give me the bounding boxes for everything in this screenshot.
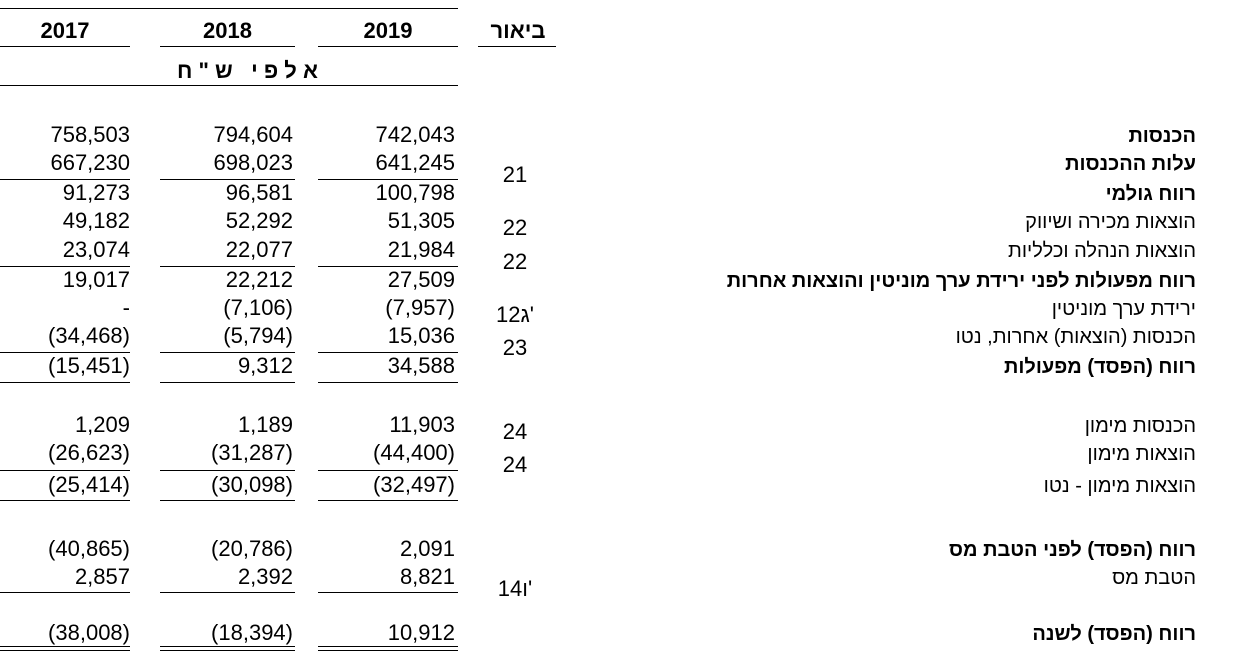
total-rule — [0, 382, 130, 383]
note-cell: 24 — [502, 419, 528, 444]
note-cell: 12ג' — [496, 302, 534, 327]
value-cell-2018: 698,023 — [213, 150, 293, 175]
value-cell-2019: (7,957) — [385, 295, 455, 320]
value-cell-2019: 34,588 — [387, 353, 455, 378]
year-header-2017: 2017 — [40, 18, 90, 43]
value-cell-2018: (18,394) — [211, 620, 293, 645]
row-label: רווח (הפסד) לפני הטבת מס — [949, 539, 1196, 561]
value-cell-2017: 49,182 — [62, 208, 130, 233]
value-cell-2018: 52,292 — [225, 208, 293, 233]
value-cell-2019: 15,036 — [387, 323, 455, 348]
value-cell-2018: 96,581 — [225, 180, 293, 205]
value-cell-2018: (30,098) — [211, 472, 293, 497]
value-cell-2019: 51,305 — [387, 208, 455, 233]
value-cell-2019: 21,984 — [387, 237, 455, 262]
subtotal-rule — [318, 266, 458, 267]
subtotal-rule — [318, 592, 458, 593]
value-cell-2019: 100,798 — [375, 180, 455, 205]
row-label: ירידת ערך מוניטין — [1051, 298, 1196, 320]
unit-label: א ל פ י ש " ח — [176, 58, 318, 83]
value-cell-2018: 794,604 — [213, 122, 293, 147]
year-header-2019: 2019 — [363, 18, 413, 43]
row-label: הכנסות מימון — [1084, 415, 1196, 437]
value-cell-2018: (7,106) — [223, 295, 293, 320]
double-rule-bottom — [0, 650, 130, 651]
double-rule-top — [0, 646, 130, 647]
subtotal-rule — [0, 179, 130, 180]
total-rule — [160, 382, 295, 383]
subtotal-rule — [160, 470, 295, 471]
value-cell-2019: 8,821 — [399, 564, 455, 589]
double-rule-top — [160, 646, 295, 647]
subtotal-rule — [160, 266, 295, 267]
value-cell-2017: 1,209 — [74, 412, 130, 437]
row-label: הוצאות מימון - נטו — [1043, 475, 1196, 497]
note-cell: 24 — [502, 452, 528, 477]
header-rule-2019 — [318, 46, 458, 47]
double-rule-bottom — [318, 650, 458, 651]
row-label: הכנסות (הוצאות) אחרות, נטו — [955, 326, 1196, 348]
value-cell-2017: 23,074 — [62, 237, 130, 262]
row-label: הוצאות מכירה ושיווק — [1025, 211, 1196, 233]
unit-rule — [0, 85, 458, 86]
value-cell-2018: 1,189 — [237, 412, 293, 437]
value-cell-2017: 19,017 — [62, 267, 130, 292]
value-cell-2019: (32,497) — [373, 472, 455, 497]
value-cell-2019: 11,903 — [389, 412, 455, 437]
double-rule-top — [318, 646, 458, 647]
row-label: רווח מפעולות לפני ירידת ערך מוניטין והוצאות אחרות — [726, 270, 1196, 292]
note-cell: 22 — [502, 249, 528, 274]
note-cell: 21 — [502, 162, 528, 187]
value-cell-2017: 2,857 — [74, 564, 130, 589]
value-cell-2019: 27,509 — [387, 267, 455, 292]
value-cell-2019: 10,912 — [387, 620, 455, 645]
row-label: הוצאות מימון — [1087, 443, 1196, 465]
note-cell: 14ו' — [497, 576, 533, 601]
value-cell-2017: 667,230 — [50, 150, 130, 175]
header-rule-2017 — [0, 46, 130, 47]
header-rule-note — [478, 46, 556, 47]
value-cell-2019: 742,043 — [375, 122, 455, 147]
value-cell-2018: (31,287) — [211, 440, 293, 465]
subtotal-rule — [318, 470, 458, 471]
value-cell-2017: (26,623) — [48, 440, 130, 465]
subtotal-rule — [0, 266, 130, 267]
row-label: רווח גולמי — [1105, 183, 1196, 205]
note-cell: 22 — [502, 215, 528, 240]
row-label: רווח (הפסד) מפעולות — [1004, 356, 1196, 378]
value-cell-2017: (38,008) — [48, 620, 130, 645]
value-cell-2017: 758,503 — [50, 122, 130, 147]
value-cell-2018: 9,312 — [237, 353, 293, 378]
total-rule — [0, 500, 130, 501]
value-cell-2019: 641,245 — [375, 150, 455, 175]
double-rule-bottom — [160, 650, 295, 651]
subtotal-rule — [0, 470, 130, 471]
value-cell-2017: 91,273 — [62, 180, 130, 205]
total-rule — [160, 500, 295, 501]
year-header-2018: 2018 — [203, 18, 252, 43]
row-label: הכנסות — [1128, 125, 1196, 147]
subtotal-rule — [318, 179, 458, 180]
subtotal-rule — [160, 592, 295, 593]
value-cell-2018: (20,786) — [211, 536, 293, 561]
value-cell-2018: (5,794) — [223, 323, 293, 348]
value-cell-2019: (44,400) — [373, 440, 455, 465]
value-cell-2018: 22,212 — [225, 267, 293, 292]
value-cell-2018: 2,392 — [237, 564, 293, 589]
total-rule — [318, 500, 458, 501]
value-cell-2017: (40,865) — [48, 536, 130, 561]
value-cell-2018: 22,077 — [225, 237, 293, 262]
note-cell: 23 — [502, 335, 528, 360]
value-cell-2017: (15,451) — [48, 353, 130, 378]
subtotal-rule — [160, 179, 295, 180]
subtotal-rule — [0, 352, 130, 353]
row-label: הוצאות הנהלה וכלליות — [1008, 240, 1196, 262]
value-cell-2017: (25,414) — [48, 472, 130, 497]
top-rule — [0, 8, 458, 9]
row-label: הטבת מס — [1112, 567, 1196, 589]
row-label: עלות ההכנסות — [1065, 153, 1196, 175]
subtotal-rule — [318, 352, 458, 353]
subtotal-rule — [160, 352, 295, 353]
value-cell-2017: (34,468) — [48, 323, 130, 348]
total-rule — [318, 382, 458, 383]
value-cell-2017: - — [122, 295, 130, 320]
value-cell-2019: 2,091 — [399, 536, 455, 561]
header-rule-2018 — [160, 46, 295, 47]
note-column-header: ביאור — [490, 18, 546, 43]
subtotal-rule — [0, 592, 130, 593]
row-label: רווח (הפסד) לשנה — [1032, 623, 1196, 645]
